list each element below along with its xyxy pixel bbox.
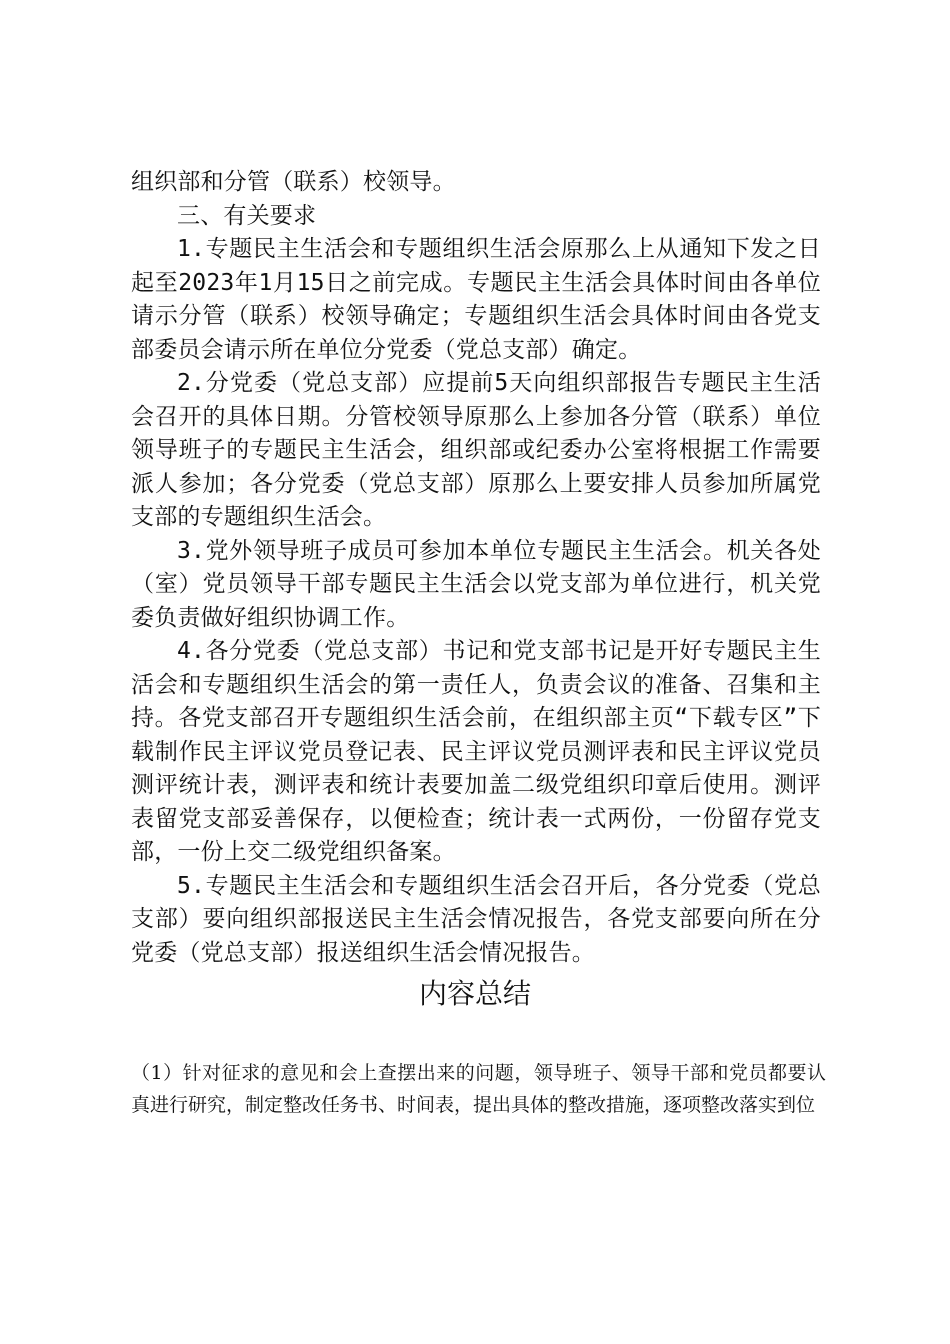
requirement-item-4: 4.各分党委（党总支部）书记和党支部书记是开好专题民主生活会和专题组织生活会的第一责任人，负责会议的准备、召集和主持。各党支部召开专题组织生活会前，在组织部主页“下载专区”下载制作民主评议党员登记表、民主评议党员测评表和民主评议党员测评统计表，测评表和统计表要加盖二级党组织印章后使用。测评表留党支部妥善保存，以便检查；统计表一式两份，一份留存党支部，一份上交二级党组织备案。 bbox=[131, 638, 821, 865]
requirement-item-3: 3.党外领导班子成员可参加本单位专题民主生活会。机关各处（室）党员领导干部专题民主生活会以党支部为单位进行，机关党委负责做好组织协调工作。 bbox=[131, 537, 821, 631]
requirement-item-2: 2.分党委（党总支部）应提前5天向组织部报告专题民主生活会召开的具体日期。分管校领导原那么上参加各分管（联系）单位领导班子的专题民主生活会，组织部或纪委办公室将根据工作需要派人参加；各分党委（党总支部）原那么上要安排人员参加所属党支部的专题组织生活会。 bbox=[131, 370, 821, 530]
summary-title: 内容总结 bbox=[418, 977, 531, 1010]
document-body bbox=[131, 166, 821, 970]
section-heading: 三、有关要求 bbox=[177, 202, 317, 229]
requirement-item-1: 1.专题民主生活会和专题组织生活会原那么上从通知下发之日起至2023年1月15日之前完成。专题民主生活会具体时间由各单位请示分管（联系）校领导确定；专题组织生活会具体时间由各党支部委员会请示所在单位分党委（党总支部）确定。 bbox=[131, 236, 821, 363]
summary-paragraph: （1）针对征求的意见和会上查摆出来的问题，领导班子、领导干部和党员都要认真进行研究，制定整改任务书、时间表，提出具体的整改措施，逐项整改落实到位 bbox=[131, 1062, 826, 1116]
paragraph-continuation: 组织部和分管（联系）校领导。 bbox=[131, 169, 456, 195]
requirement-item-5: 5.专题民主生活会和专题组织生活会召开后，各分党委（党总支部）要向组织部报送民主生活会情况报告，各党支部要向所在分党委（党总支部）报送组织生活会情况报告。 bbox=[131, 872, 821, 966]
summary-body bbox=[131, 1057, 826, 1121]
